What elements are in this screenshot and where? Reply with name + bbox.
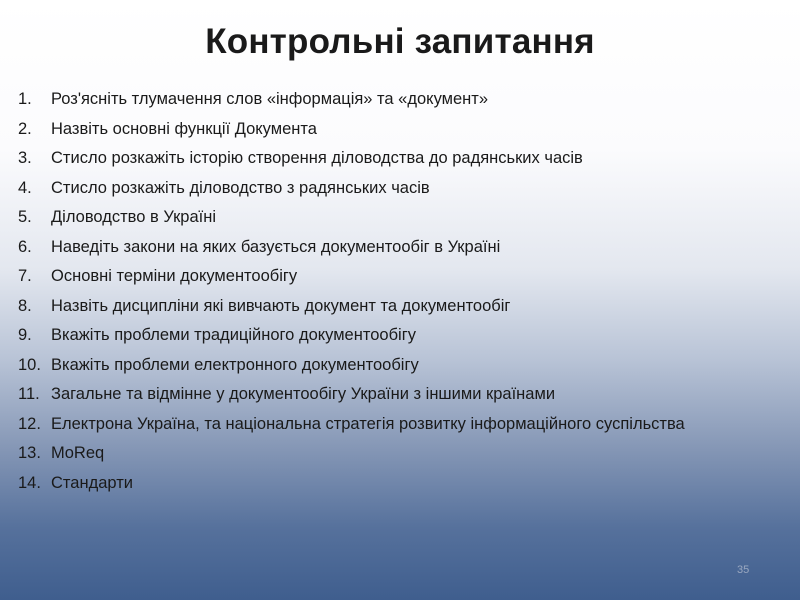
item-text: Наведіть закони на яких базується документообіг в Україні — [51, 237, 501, 256]
item-text: Назвіть основні функції Документа — [51, 119, 317, 138]
questions-list — [18, 85, 788, 498]
list-item — [18, 292, 788, 322]
item-number: 11. — [18, 385, 40, 403]
list-item — [18, 439, 788, 469]
item-text: Діловодство в Україні — [51, 208, 217, 226]
item-number: 1. — [18, 90, 32, 108]
item-text: Стисло розкажіть діловодство з радянських часів — [51, 178, 430, 197]
list-item — [18, 380, 788, 410]
item-text: Вкажіть проблеми електронного документообігу — [51, 355, 419, 374]
item-number: 14. — [18, 473, 41, 492]
slide-title: Контрольні запитання — [205, 22, 595, 61]
item-number: 10. — [18, 355, 41, 374]
item-number: 4. — [18, 178, 32, 197]
item-text: MoReq — [51, 444, 105, 462]
list-item — [18, 321, 788, 351]
item-text: Основні терміни документообігу — [51, 267, 298, 285]
list-item — [18, 351, 788, 381]
item-text: Електрона Україна, та національна стратегія розвитку інформаційного суспільства — [51, 414, 685, 433]
list-item — [18, 410, 788, 440]
item-text: Роз'ясніть тлумачення слов «інформація» та «документ» — [51, 90, 489, 108]
item-number: 13. — [18, 444, 41, 462]
list-item — [18, 469, 788, 499]
item-number: 3. — [18, 149, 32, 167]
item-text: Стисло розкажіть історію створення діловодства до радянських часів — [51, 149, 583, 167]
item-number: 2. — [18, 119, 32, 138]
list-item — [18, 85, 788, 115]
list-item — [18, 174, 788, 204]
list-item — [18, 144, 788, 174]
list-item — [18, 262, 788, 292]
list-item — [18, 115, 788, 145]
item-text: Стандарти — [51, 473, 133, 492]
item-number: 6. — [18, 237, 32, 256]
list-item — [18, 233, 788, 263]
item-number: 5. — [18, 208, 32, 226]
item-number: 7. — [18, 267, 32, 285]
item-number: 12. — [18, 414, 41, 433]
item-number: 9. — [18, 326, 32, 344]
item-text: Загальне та відмінне у документообігу України з іншими країнами — [51, 385, 556, 403]
list-item — [18, 203, 788, 233]
item-text: Вкажіть проблеми традиційного документообігу — [51, 326, 416, 344]
page-number: 35 — [737, 564, 750, 576]
item-text: Назвіть дисципліни які вивчають документ та документообіг — [51, 296, 511, 315]
item-number: 8. — [18, 296, 32, 315]
